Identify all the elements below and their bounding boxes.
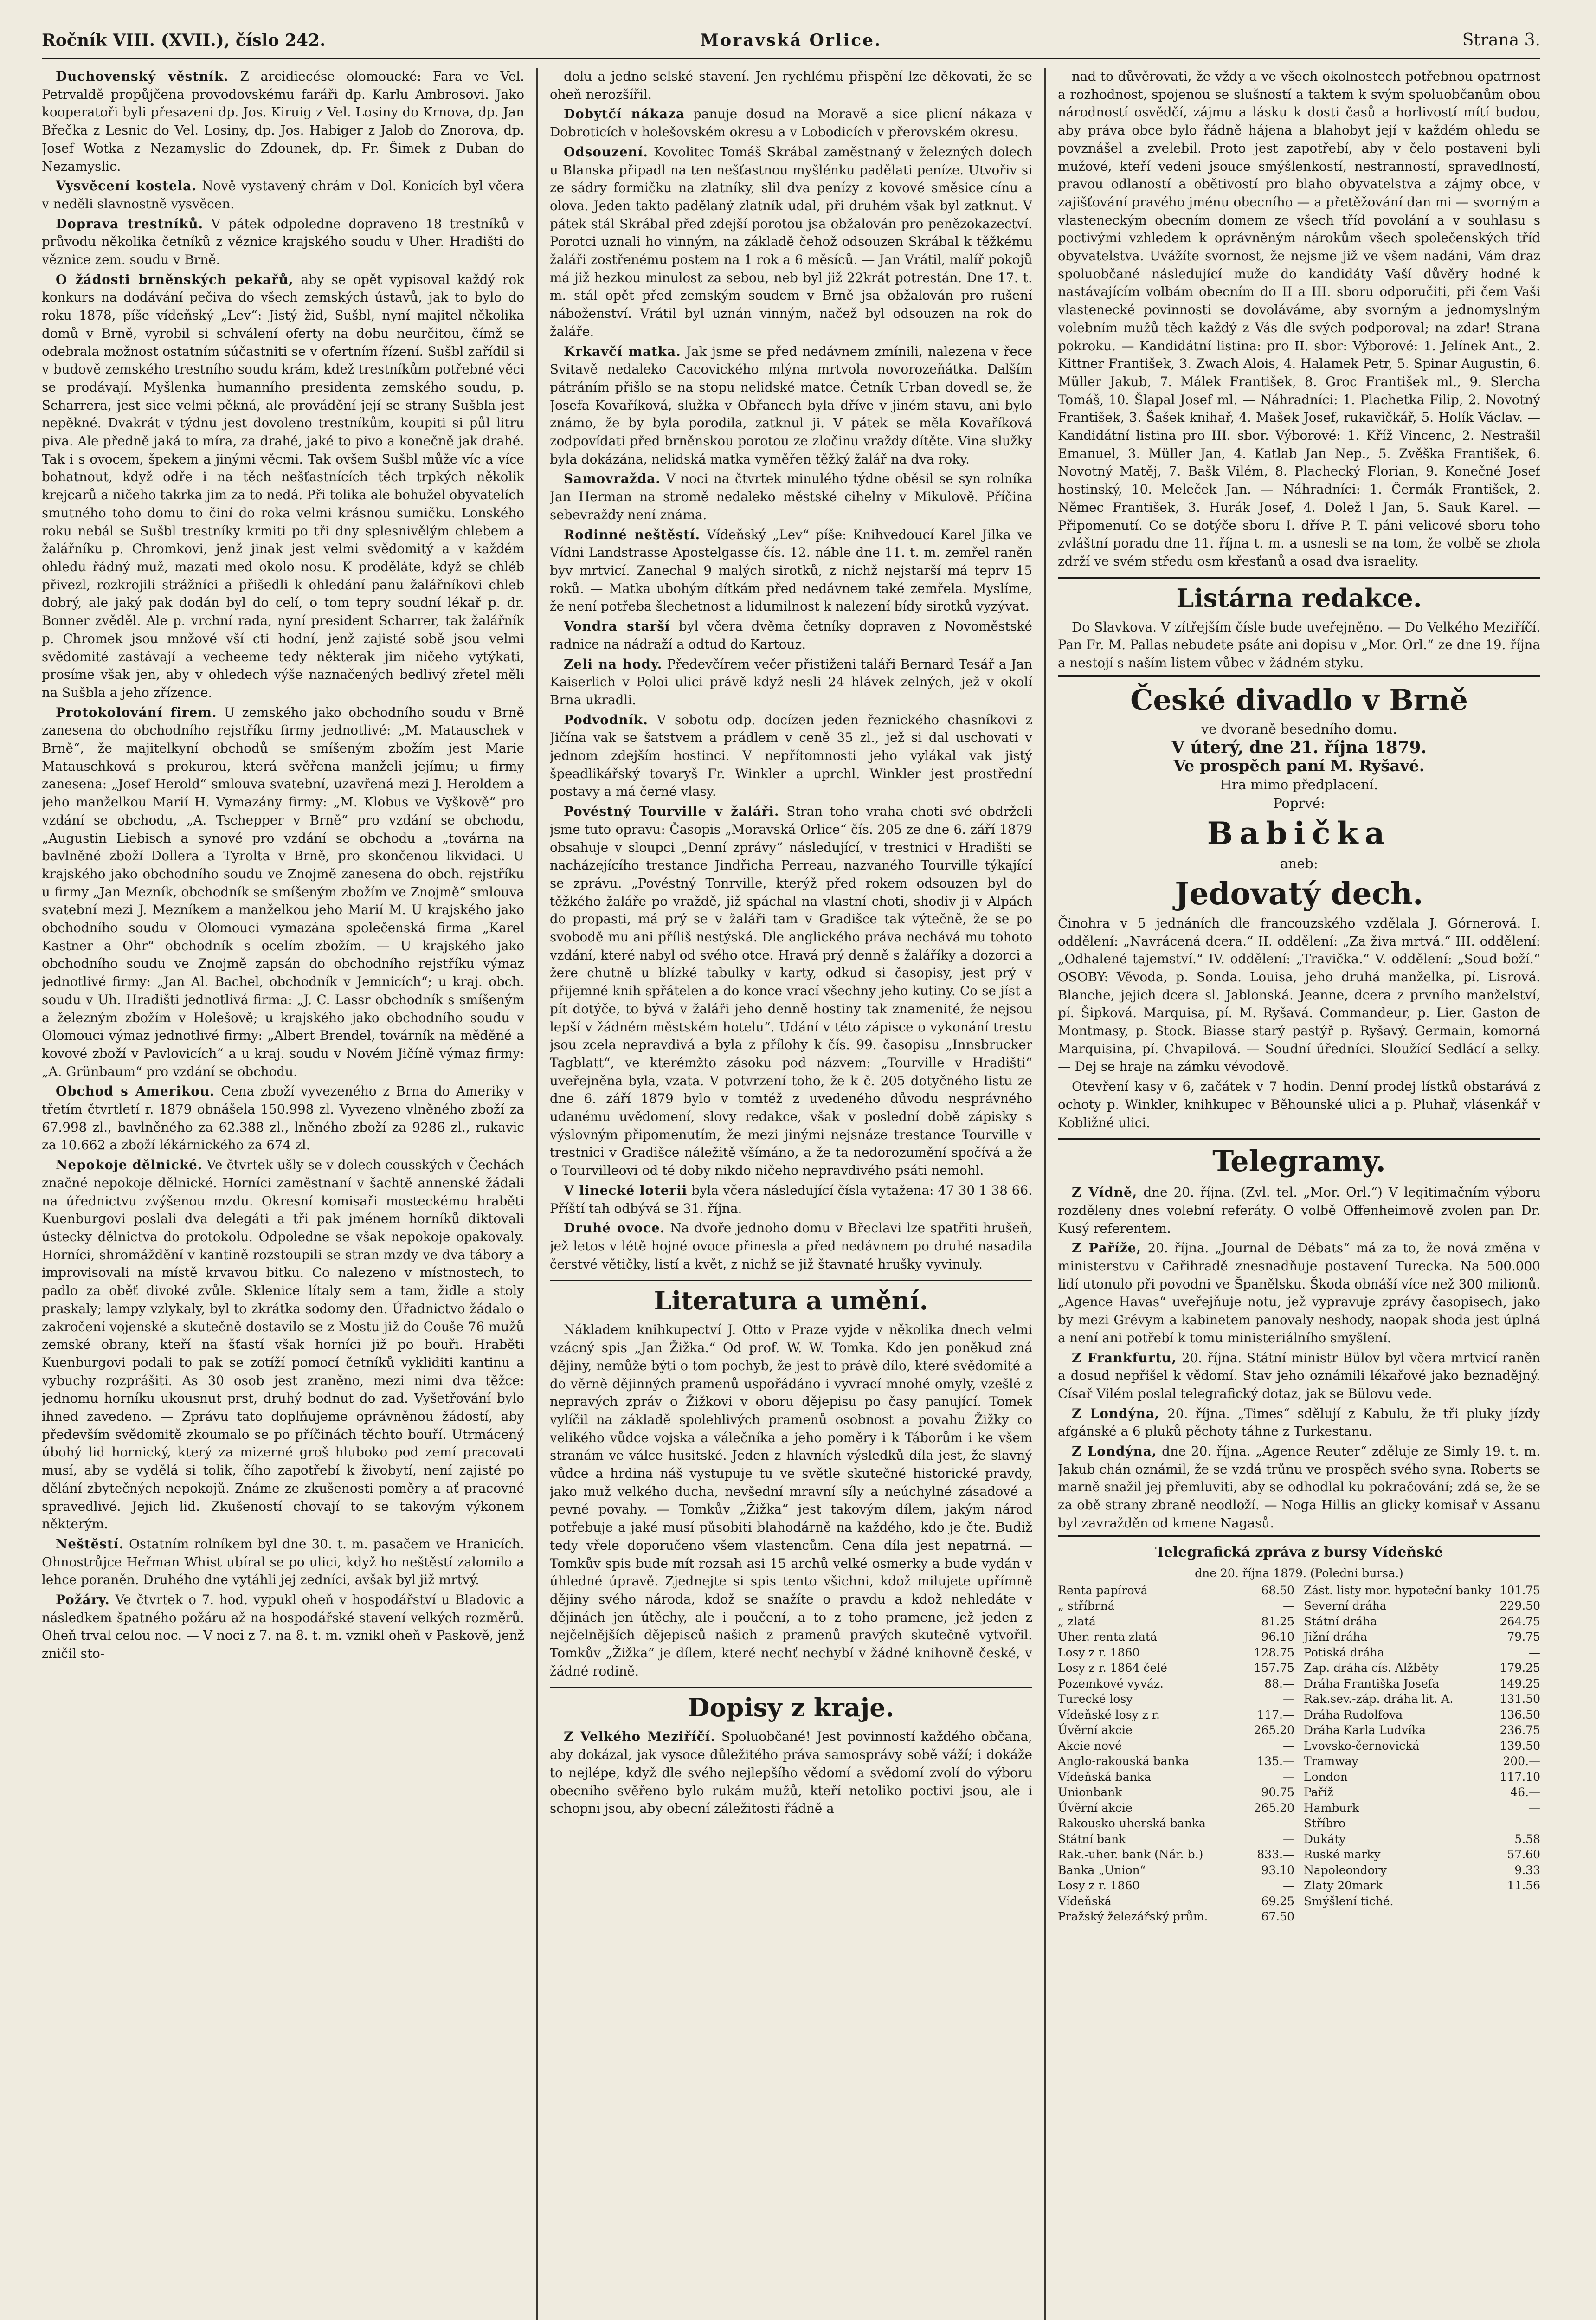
bourse-item: Paříž xyxy=(1304,1785,1333,1799)
theatre-info: Otevření kasy v 6, začátek v 7 hodin. Denní prodej lístků obstarává z ochoty p. Winkler, knihkupec v Běhounské ulici a p. Pluhař, vlásenkář v Kobližné ulici. xyxy=(1058,1079,1540,1130)
bourse-item: Zást. listy mor. hypoteční banky xyxy=(1304,1583,1492,1597)
bourse-value: 139.50 xyxy=(1499,1739,1540,1753)
bourse-item: Dukáty xyxy=(1304,1832,1346,1846)
article-heading: Podvodník. xyxy=(564,712,648,728)
bourse-item: Lvovsko-černovická xyxy=(1304,1739,1420,1753)
article xyxy=(42,177,524,213)
telegram xyxy=(1058,1443,1540,1533)
article-heading: Požáry. xyxy=(56,1592,110,1608)
telegrams-title: Telegramy. xyxy=(1058,1138,1540,1178)
bourse-item: Dráha Karla Ludvíka xyxy=(1304,1723,1426,1737)
bourse-row xyxy=(1304,1645,1540,1661)
article-text: U zemského jako obchodního soudu v Brně zanesena do obchodního rejstříku firmy jednotlivé: „M. Matauschek v Brně“, že majitelkyní obchodů se smíšeným zbožím jest Marie Matauschková s prokurou, která svěřena manželi jejímu; u firmy zanesena: „Josef Herold“ smlouva svatební, uzavřená mezi J. Heroldem a jeho manželkou Marií H. Vymazány firmy: „M. Klobus ve Vyškově“ pro vzdání se obchodu, „A. Tschepper v Brně“ pro vzdání se obchodu, „Augustin Liebisch a synové pro vzdání se obchodu a „továrna na bavlněné zboží Dollera a Tyrolta v Brně, pro skončenou likvidaci. U krajského jako obchodního soudu ve Znojmě zanesena do obch. rejstříku u firmy „Jan Mezník, obchodník se smíšeným zbožím ve Znojmě“ smlouva svatební mezi J. Mezníkem a manželkou jeho Marií M. U krajského jako obchodního soudu v Olomouci vymazána společenská firma „Karel Kastner a Ohr“ obchodník s ocelím zbožím. — U krajského jako obchodního soudu ve Znojmě zapsán do obchodního rejstříku výmaz jednotlivé firmy: „Jan Al. Bachel, obchodník v Jemnicích“; u kraj. obch. soudu v Uh. Hradišti jednotlivá firma: „J. C. Lassr obchodník s smíšeným a železným zbožím v Holešově; u krajského jako obchodního soudu v Olomouci výmaz jednotlivé firmy: „Albert Brendel, továrník na měděné a kovové zboží v Pavlovicích“ a u kraj. soudu v Novém Jičíně výmaz firmy: „A. Grünbaum“ pro vzdání se obchodu. xyxy=(42,704,524,1079)
bourse-item: Jižní dráha xyxy=(1304,1630,1368,1644)
bourse-row xyxy=(1058,1660,1294,1676)
bourse-item: Dráha Františka Josefa xyxy=(1304,1676,1439,1690)
bourse-value: 833.— xyxy=(1257,1848,1294,1862)
bourse-row xyxy=(1304,1800,1540,1816)
article-heading: Krkavčí matka. xyxy=(564,343,681,359)
bourse-value: 229.50 xyxy=(1499,1599,1540,1613)
article-heading: Vysvěcení kostela. xyxy=(56,178,197,194)
article-heading: Doprava trestníků. xyxy=(56,216,204,232)
bourse-table xyxy=(1058,1583,1540,1925)
article-text: Do Slavkova. V zítřejším čísle bude uveřejněno. — Do Velkého Meziříčí. Pan Fr. M. Pallas nebudete psáte ani dopisu v „Mor. Orl.“ ze dne 19. října a nestojí s naším listem vůbec v žádném styku. xyxy=(1058,619,1540,671)
bourse-row xyxy=(1304,1785,1540,1800)
masthead xyxy=(42,28,1540,59)
article-text: byl včera dvěma četníky dopraven z Novoměstské radnice na nádraží a odtud do Kartouz. xyxy=(550,619,1032,652)
column-3-articles xyxy=(1058,68,1540,672)
bourse-item: Potiská dráha xyxy=(1304,1645,1384,1659)
article-heading: Druhé ovoce. xyxy=(564,1220,665,1236)
bourse-item: Turecké losy xyxy=(1058,1692,1133,1706)
bourse-item: Dráha Rudolfova xyxy=(1304,1708,1403,1721)
article xyxy=(550,1728,1032,1818)
article xyxy=(42,271,524,702)
bourse-item: Vídeňská xyxy=(1058,1894,1112,1908)
article-heading: O žádosti brněnských pekařů, xyxy=(56,271,294,287)
bourse-item: Losy z r. 1860 xyxy=(1058,1645,1140,1659)
bourse-row xyxy=(1304,1583,1540,1598)
bourse-row xyxy=(1058,1816,1294,1831)
article xyxy=(42,704,524,1081)
bourse-item: Losy z r. 1860 xyxy=(1058,1879,1140,1893)
telegram-place: Z Paříže, xyxy=(1072,1240,1142,1256)
bourse-item: Akcie nové xyxy=(1058,1739,1122,1753)
article xyxy=(42,1535,524,1589)
bourse-value: 90.75 xyxy=(1261,1785,1294,1799)
bourse-value: 68.50 xyxy=(1261,1583,1294,1597)
theatre-title: České divadlo v Brně xyxy=(1130,683,1468,717)
column-rule xyxy=(1044,68,1046,2320)
article-text: Předevčírem večer přistiženi taláři Bernard Tesář a Jan Kaiserlich v Poloi ulici právě když nesli 24 hlávek zelných, jež v okolí Brna ukradli. xyxy=(550,656,1032,708)
article-heading: Obchod s Amerikou. xyxy=(56,1083,215,1099)
article xyxy=(550,343,1032,469)
bourse-row xyxy=(1304,1660,1540,1676)
article-text: Nákladem knihkupectví J. Otto v Praze vyjde v několika dnech velmi vzácný spis „Jan Žižka.“ Od prof. W. W. Tomka. Kdo jen poněkud zná dějiny, nemůže býti o tom pochyb, že jest to právě dílo, které svědomité a do věrně dějinných pramenů uspořádáno i vyvrací mnohé omyly, vzešlé z nepravých zpráv o Žižkovi v oboru dějepisu po časy panující. Tomek vylíčil na základě spolehlivých pramenů osobnost a povahu Žižky co velikého vůdce vojska a válečníka a jeho poměry i k Táborům i ke všem stranám ve válce husitské. Jeden z hlavních výsledků díla jest, že slavný vůdce a hrdina náš vystupuje tu ve světle skutečné historické pravdy, jako muž velkého ducha, nevšední mravní síly a neúchylné zásadové a pevné povahy. — Tomkův „Žižka“ jest takovým dílem, jakým národ potřebuje a jaké musí působiti blahodárně na každého, kdo je čte. Budiž tedy vřele doporučeno všem vlastencům. Cena díla jest nepatrná. — Tomkův spis bude mít rozsah asi 15 archů velké osmerky a bude vydán v úhledné úpravě. Zjednejte si spis tento všichni, kdož milujete upřímně dějiny svého národa, kdož se snažíte o pravdu a kdož nehledáte v dějinách jen útěchy, ale i poučení, a to z toho pramene, jež jeden z nejčelnějších dějepisců našich z pramenů pravých skutečně vytvořil. Tomkův „Žižka“ je dílem, které nechť nechybí v žádné knihovně české, v žádné rodině. xyxy=(550,1322,1032,1679)
bourse-item: Vídeňské losy z r. xyxy=(1058,1708,1160,1721)
column-3 xyxy=(1058,68,1540,2320)
bourse-row xyxy=(1058,1753,1294,1769)
article-text: Spoluobčané! Jest povinností každého občana, aby dokázal, jak vysoce důležitého práva samosprávy sobě váží; i dokáže to nejlépe, když dle svého nejlepšího vědomí a svědomí zvolí do výboru obecního svěřeno bylo rukám mužů, kteří netoliko poctivi jsou, ale i schopni jsou, aby obecní záležitosti řádně a xyxy=(550,1729,1032,1817)
bourse-item: „ stříbrná xyxy=(1058,1599,1115,1613)
bourse-item: London xyxy=(1304,1770,1348,1784)
article-text: Vídeňský „Lev“ píše: Knihvedoucí Karel Jilka ve Vídni Landstrasse Apostelgasse čís. 12. náble dne 11. t. m. zemřel raněn byv mrtvicí. Zanechal 9 malých sirotků, z nichž nejstarší má teprv 15 roků. — Matka ubohým dítkám před nedávnem také zemřela. Myslíme, že není potřeba šlechetnost a lidumilnost k nalezení bídy sirotků vyzývat. xyxy=(550,527,1032,614)
bourse-item: Tramway xyxy=(1304,1754,1358,1768)
telegram-list xyxy=(1058,1184,1540,1532)
bourse-subtitle: dne 20. října 1879. (Poledni bursa.) xyxy=(1195,1566,1403,1580)
bourse-item: Banka „Union“ xyxy=(1058,1863,1146,1877)
bourse-value: — xyxy=(1529,1645,1540,1659)
bourse-item: Stříbro xyxy=(1304,1817,1346,1830)
bourse-row xyxy=(1304,1769,1540,1785)
article xyxy=(550,711,1032,801)
bourse-value: 67.50 xyxy=(1261,1910,1294,1924)
article-text: Nově vystavený chrám v Dol. Konicích byl včera v neděli slavnostně vysvěcen. xyxy=(42,178,524,212)
bourse-value: 117.10 xyxy=(1499,1770,1540,1784)
bourse-item: Losy z r. 1864 čelé xyxy=(1058,1661,1167,1675)
article xyxy=(1058,619,1540,672)
bourse-item: Smýšlení tiché. xyxy=(1304,1894,1394,1908)
bourse-value: 5.58 xyxy=(1514,1832,1540,1846)
bourse-row xyxy=(1058,1909,1294,1925)
bourse-value: — xyxy=(1283,1692,1294,1706)
bourse-value: 88.— xyxy=(1264,1676,1294,1690)
bourse-row xyxy=(1304,1847,1540,1862)
bourse-row xyxy=(1058,1629,1294,1645)
article xyxy=(550,618,1032,653)
article-heading: Povéstný Tourville v žaláři. xyxy=(564,804,779,819)
article-heading: Vondra starší xyxy=(564,619,670,634)
telegram-place: Z Londýna, xyxy=(1072,1405,1160,1421)
bourse-item: Úvěrní akcie xyxy=(1058,1723,1133,1737)
column-rule xyxy=(536,68,538,2320)
bourse-item: Státní dráha xyxy=(1304,1614,1377,1628)
bourse-value: 200.— xyxy=(1503,1754,1540,1768)
bourse-row xyxy=(1304,1831,1540,1847)
bourse-row xyxy=(1058,1894,1294,1909)
play-description: Činohra v 5 jednáních dle francouzského vzdělala J. Górnerová. I. oddělení: „Navrácená dcera.“ II. oddělení: „Za živa mrtvá.“ III. oddělení: „Odhalené tajemství.“ IV. oddělení: „Travička.“ V. oddělení: „Soud boží.“ OSOBY: Věvoda, p. Sonda. Louisa, jeho druhá manželka, pí. Lisrová. Blanche, jejich dcera sl. Jablonská. Jeanne, dcera z prvního manželství, pí. Šipková. Marquisa, pí. M. Ryšavá. Commandeur, p. Lier. Gaston de Montmasy, p. Stock. Biasse starý pastýř p. Ryšavý. Germain, komorná Marquisina, pí. Chvapilová. — Soudní úředníci. Sloužící Sedlácí a selky. — Dej se hraje na zámku vévodově. xyxy=(1058,915,1540,1075)
telegram-text: 20. října. „Journal de Débats“ má za to, že nová změna v ministerstvu v Cařihradě znesnadňuje postavení Turecka. Na 500.000 lidí utonulo při povodni ve Španělsku. Škoda obnáší více než 300 milionů. „Agence Havas“ uveřejňuje notu, jež vypravuje zprávy časopisech, jako by mezi Grévym a kabinetem panovaly neshody, naopak shoda jest úplná a není ani potřebí k tomu ministeriálního smyšlení. xyxy=(1058,1240,1540,1346)
bourse-value: — xyxy=(1283,1879,1294,1893)
bourse-row xyxy=(1304,1722,1540,1738)
bourse-item: Vídeňská banka xyxy=(1058,1770,1151,1784)
article xyxy=(42,1156,524,1534)
article-text: Ve čtvrtek o 7. hod. vypukl oheň v hospodářství u Bladovic a následkem špatného požáru až na hospodářské stavení velkých rozměrů. Oheň trval celou noc. — V noci z 7. na 8. t. m. vznikl oheň v Paskově, jenž zničil sto- xyxy=(42,1592,524,1662)
bourse-item: Státní bank xyxy=(1058,1832,1126,1846)
theatre-or: aneb: xyxy=(1280,855,1318,871)
article-text: nad to důvěrovati, že vždy a ve všech okolnostech potřebnou opatrnost a rozhodnost, spojenou se slušností a taktem k svým spoluobčanům obou národností osvědčí, zájmu a lásku k dosti časů a horlivostí mítí budou, aby práva obce bylo řádně hájena a blahobyt její v každém ohledu se povznášel a zvelebil. Proto jest zapotřebí, aby v čelo postaveni byli mužové, kteří vedeni jsouce smýšlenkostí, nestranností, spravedlností, pravou odlaností a obětivostí pro blaho obyvatelstva a zájmy obce, v zajišťování pravého jménu obecního — a přetěžování dan mi — svorným a vlasteneckým obecním domem ze všech tříd povolání a v souhlasu s poctivými vzhledem k oprávněným nárokům všech společenských tříd obyvatelstva. Uvážíte svornost, že nejsme již ve všem nadáni, Vám draz spoluobčané následující muže do kandidáty Vaší důvěry hodné k nastávajícím volbám obecním do II a III. sboru odporučiti, při čem Vaši vlastenecké povinnosti se dovoláváme, aby svorným a jednomyslným volebním mužů těch každý z Vás dle svých podporoval; na zdar! Strana pokroku. — Kandidátní listina: pro II. sbor: Výborové: 1. Jelínek Ant., 2. Kittner František, 3. Zwach Alois, 4. Halamek Petr, 5. Spinar Augustin, 6. Müller Jakub, 7. Málek František, 8. Groc František ml., 9. Slercha Tomáš, 10. Šlapal Josef ml. — Náhradníci: 1. Plachetka Filip, 2. Novotný František, 3. Šašek knihař, 4. Mašek Josef, rukavičkář, 5. Holík Václav. — Kandidátní listina pro III. sbor. Výborové: 1. Kříž Vincenc, 2. Nestrašil Emanuel, 3. Müller Jan, 4. Katlab Jan Nep., 5. Zvěška František, 6. Novotný Matěj, 7. Bašk Vilém, 8. Plachecký Florian, 9. Konečné Josef hostinský, 10. Meleček Jan. — Náhradníci: 1. Čermák František, 2. Němec František, 3. Hurák Josef, 4. Dolež l Jan, 5. Sauk Karel. — Připomenutí. Co se dotýče sboru I. dříve P. T. páni velicové sboru toho zvláštní poradu dne 11. října t. m. a usnesli se na tom, že volbě se zhola zdrží ve svém středu osm křesťanů a osad dva israelity. xyxy=(1058,69,1540,569)
play-title-1: Babička xyxy=(1207,815,1391,851)
bourse-row xyxy=(1058,1878,1294,1894)
bourse-value: 9.33 xyxy=(1514,1863,1540,1877)
article xyxy=(550,656,1032,709)
article-heading: Rodinné neštěstí. xyxy=(564,527,701,542)
bourse-row xyxy=(1058,1847,1294,1862)
bourse-value: 46.— xyxy=(1510,1785,1540,1799)
article-heading: Zeli na hody. xyxy=(564,656,663,672)
bourse-value: — xyxy=(1283,1817,1294,1830)
theatre-announcement xyxy=(1058,675,1540,1132)
bourse-row xyxy=(1058,1769,1294,1785)
bourse-title: Telegrafická zpráva z bursy Vídeňské xyxy=(1155,1544,1443,1560)
bourse-value: 265.20 xyxy=(1254,1801,1294,1815)
bourse-value: 236.75 xyxy=(1499,1723,1540,1737)
article-heading: Duchovenský věstník. xyxy=(56,69,229,84)
bourse-value: — xyxy=(1283,1599,1294,1613)
bourse-item: Unionbank xyxy=(1058,1785,1122,1799)
bourse-row xyxy=(1058,1707,1294,1723)
telegram-text: 20. října. „Times“ sdělují z Kabulu, že tři pluky jízdy afgánské a 6 pluků pěchoty táhne z Turkestanu. xyxy=(1058,1405,1540,1439)
bourse-value: — xyxy=(1283,1832,1294,1846)
bourse-row xyxy=(1304,1738,1540,1754)
bourse-left xyxy=(1058,1583,1294,1925)
section-heading: Listárna redakce. xyxy=(1058,577,1540,613)
article xyxy=(1058,68,1540,571)
bourse-value: 69.25 xyxy=(1261,1894,1294,1908)
bourse-row xyxy=(1058,1598,1294,1614)
article xyxy=(550,803,1032,1180)
bourse-value: 179.25 xyxy=(1499,1661,1540,1675)
bourse-item: Pozemkové vyváz. xyxy=(1058,1676,1164,1690)
telegram xyxy=(1058,1239,1540,1347)
bourse-section xyxy=(1058,1535,1540,1925)
theatre-note: Hra mimo předplacení. xyxy=(1220,776,1378,793)
article-text: Z arcidiecése olomoucké: Fara ve Vel. Petrvaldě propůjčena provodovskému faráři dp. Karlu Ambrosovi. Jako kooperatoři byli přesazeni dp. Jos. Kiruig z Vel. Losiny do Krnova, dp. Jan Břečka z Lesnic do Vel. Losiny, dp. Jos. Habiger z Jalob do Znorova, dp. Josef Wotka z Nezamyslic do Zdounek, dp. Fr. Šimek z Duban do Nezamyslic. xyxy=(42,69,524,174)
bourse-row xyxy=(1304,1676,1540,1692)
page-number: Strana 3. xyxy=(1462,31,1540,50)
theatre-first: Poprvé: xyxy=(1273,795,1325,811)
article xyxy=(42,215,524,269)
bourse-row xyxy=(1304,1816,1540,1831)
bourse-row xyxy=(1304,1691,1540,1707)
bourse-right xyxy=(1304,1583,1540,1925)
article-heading: Samovražda. xyxy=(564,471,661,487)
bourse-item: Rakousko-uherská banka xyxy=(1058,1817,1206,1830)
article-text: dolu a jedno selské stavení. Jen rychlému přispění lze děkovati, že se oheň nerozšířil. xyxy=(550,69,1032,102)
bourse-item: Rak.-uher. bank (Nár. b.) xyxy=(1058,1848,1203,1862)
telegram-text: dne 20. října. (Zvl. tel. „Mor. Orl.“) V legitimačním výboru rozděleny dnes volební referáty. O volbě Offenheimově zvolen pan Dr. Kusý referentem. xyxy=(1058,1185,1540,1236)
bourse-row xyxy=(1058,1862,1294,1878)
bourse-item: Pražský železářský prům. xyxy=(1058,1910,1208,1924)
bourse-value: — xyxy=(1529,1801,1540,1815)
bourse-row xyxy=(1058,1800,1294,1816)
play-title-2: Jedovatý dech. xyxy=(1175,875,1423,912)
article xyxy=(42,68,524,175)
bourse-item: Hamburk xyxy=(1304,1801,1359,1815)
article xyxy=(550,470,1032,524)
telegram xyxy=(1058,1405,1540,1441)
article-text: aby se opět vypisoval každý rok konkurs na dodávání pečiva do všech zemských ústavů, jak to bylo do roku 1878, píše vídeňský „Lev“: Jistý žid, Sušbl, nyní majitel několika domů v Brně, vyrobil si schválení oferty na dobu neurčitou, čímž se odebrala možnost ostatním súčastniti se v ofertním řízení. Sušbl zařídil si v budově zemského trestního soudu krám, kdež trestníkům potřebné věci se prodávají. Myšlenka humanního presidenta zemského soudu, p. Scharrera, jest sice velmi pěkná, ale provádění její se strany Sušbla jest nepěkné. Dvakrát v týdnu jest dovoleno trestníkům, koupiti si půl litru piva. Ale předně jaká to míra, za drahé, jaké to pivo a konečně jak drahé. Tak i s ovocem, špekem a jinými věcmi. Tak ovšem Sušbl může víc a více bohatnout, když odře i na těch nešťastnících těch trpkých několik krejcarů a ničeho takrka jim za to nedá. Při tolika ale bohužel obyvatelích smutného toho domu to činí do roka velmi krásnou sumičku. Lonského roku nebál se Sušbl trestníky krmiti po tři dny splesnivělým chlebem a žalářníku p. Chromkovi, jenž jinak jest velmi svědomitý a v každém ohledu řádný muž, mazati med okolo nosu. K proděláte, když se chléb přivezl, rozkrojili strážníci a přišedli k ohledání panu žalářníkovi chleb dobrý, ale jaký pak dodán byl do celí, o tom tepry soudní lékař p. dr. Bonner zvěděl. Ale p. vrchní rada, nyní president Scharrer, tak žalářník p. Chromek jsou mnžové vší cti hodní, jenž zajisté sobě jsou velmi svědomité zastávají a vecheeme tedy některak jim ničeho vytýkati, prosíme však jen, aby v ohledech výše naznačených bedlivý zřetel měli na Sušbla a jeho zřízence. xyxy=(42,271,524,700)
article-heading: Neštěstí. xyxy=(56,1536,124,1552)
bourse-item: Uher. renta zlatá xyxy=(1058,1630,1157,1644)
bourse-value: — xyxy=(1283,1770,1294,1784)
bourse-item: Zap. dráha cís. Alžběty xyxy=(1304,1661,1439,1675)
bourse-value: 57.60 xyxy=(1507,1848,1540,1862)
article-text: V sobotu odp. docízen jeden řeznického chasníkovi z Jičína vak se šatstvem a prádlem v ceně 35 zl., jež si dal uschovati v jednom zdejším hostinci. V nepřítomnosti jeho vylákal vak jistý špeadlikářský tovaryš Fr. Winkler a uprchl. Winkler jest prostřední postavy a má černé vlasy. xyxy=(550,712,1032,799)
newspaper-title: Moravská Orlice. xyxy=(700,31,882,50)
telegram xyxy=(1058,1184,1540,1237)
bourse-value: 135.— xyxy=(1257,1754,1294,1768)
article xyxy=(550,1321,1032,1680)
bourse-row xyxy=(1304,1894,1540,1909)
theatre-benefit: Ve prospěch paní M. Ryšavé. xyxy=(1173,756,1425,775)
bourse-item: Ruské marky xyxy=(1304,1848,1381,1862)
bourse-value: — xyxy=(1283,1739,1294,1753)
article-text: Na dvoře jednoho domu v Břeclavi lze spatřiti hrušeň, jež letos v létě hojné ovoce přinesla a před nedávnem po druhé nasadila čerstvé větičky, listí a květ, z nichž se již štavnaté hrušky vyvinuly. xyxy=(550,1220,1032,1272)
article xyxy=(550,1182,1032,1218)
article xyxy=(42,1083,524,1154)
section-heading: Dopisy z kraje. xyxy=(550,1687,1032,1722)
article-heading: V linecké loterii xyxy=(564,1182,688,1198)
bourse-value: 93.10 xyxy=(1261,1863,1294,1877)
bourse-value: 131.50 xyxy=(1499,1692,1540,1706)
article-heading: Dobytčí nákaza xyxy=(564,106,685,122)
bourse-row xyxy=(1058,1691,1294,1707)
bourse-item: Renta papírová xyxy=(1058,1583,1148,1597)
telegram xyxy=(1058,1349,1540,1403)
bourse-item: Rak.sev.-záp. dráha lit. A. xyxy=(1304,1692,1454,1706)
telegram-place: Z Vídně, xyxy=(1072,1185,1138,1200)
article xyxy=(42,1591,524,1663)
article-text: V noci na čtvrtek minulého týdne oběsil se syn rolníka Jan Herman na stromě nedaleko městské cihelny v Mikulově. Příčina sebevraždy není známa. xyxy=(550,471,1032,522)
bourse-row xyxy=(1304,1862,1540,1878)
bourse-value: 136.50 xyxy=(1499,1708,1540,1721)
bourse-row xyxy=(1058,1831,1294,1847)
article xyxy=(550,68,1032,103)
bourse-row xyxy=(1058,1738,1294,1754)
telegrams-section xyxy=(1058,1138,1540,1532)
bourse-value: 128.75 xyxy=(1254,1645,1294,1659)
bourse-row xyxy=(1304,1614,1540,1630)
article-heading: Z Velkého Meziříčí. xyxy=(564,1729,715,1745)
article xyxy=(550,143,1032,341)
section-heading: Literatura a umění. xyxy=(550,1280,1032,1315)
bourse-value: 81.25 xyxy=(1261,1614,1294,1628)
bourse-value: 157.75 xyxy=(1254,1661,1294,1675)
newspaper-page xyxy=(42,28,1540,2320)
bourse-value: 101.75 xyxy=(1499,1583,1540,1597)
bourse-row xyxy=(1058,1676,1294,1692)
telegram-place: Z Londýna, xyxy=(1072,1444,1157,1459)
article-text: Ostatním rolníkem byl dne 30. t. m. pasačem ve Hranicích. Ohnostrůjce Heřman Whist ubíral se po ulici, když ho neštěstí zalomilo a lehce poraněn. Druhého dne vytáhli jej zedníci, avšak byl již mrtvý. xyxy=(42,1536,524,1588)
bourse-row xyxy=(1058,1645,1294,1661)
column-1 xyxy=(42,68,524,2320)
bourse-row xyxy=(1058,1583,1294,1598)
bourse-value: — xyxy=(1529,1817,1540,1830)
bourse-item: Úvěrní akcie xyxy=(1058,1801,1133,1815)
article-text: Kovolitec Tomáš Skrábal zaměstnaný v železných dolech u Blanska připadl na ten nešťastnou myšlénku padělati peníze. Utvořiv si ze sádry formičku na zlatníky, slil dva penízy z kovové směsice cínu a olova. Jeden takto padělaný zlatník udal, při druhém však byl zatknut. V pátek stál Skrábal před zdejší porotou jsa obžalován pro penězokazectví. Porotci uznali ho vinným, na základě čehož odsouzen Skrábal k těžkému žaláři zostřenému postem na 1 rok a 6 měsíců. — Jan Vrátil, malíř pokojů má již hezkou minulost za sebou, neb byl již 22krát potrestán. Dne 17. t. m. stál opět před zemským soudem v Brně jsa obžalován pro rušení náboženství. Vrátil byl uznán vinným, načež byl odsouzen na rok do žaláře. xyxy=(550,144,1032,339)
article-heading: Odsouzení. xyxy=(564,144,648,160)
bourse-row xyxy=(1058,1614,1294,1630)
telegram-place: Z Frankfurtu, xyxy=(1072,1350,1177,1366)
bourse-item: Anglo-rakouská banka xyxy=(1058,1754,1189,1768)
bourse-item: Zlaty 20mark xyxy=(1304,1879,1383,1893)
telegram-text: 20. října. Státní ministr Bülov byl včera mrtvicí raněn a dosud nepřišel k vědomí. Stav jeho oznámili lékařové jako beznadějný. Císař Vilém poslal telegrafický dotaz, jak se Bülovu vede. xyxy=(1058,1350,1540,1401)
bourse-value: 11.56 xyxy=(1507,1879,1540,1893)
bourse-value: 96.10 xyxy=(1261,1630,1294,1644)
bourse-row xyxy=(1304,1878,1540,1894)
article xyxy=(550,105,1032,141)
bourse-row xyxy=(1304,1598,1540,1614)
bourse-value: 265.20 xyxy=(1254,1723,1294,1737)
article-text: Jak jsme se před nedávnem zmínili, nalezena v řece Svitavě nedaleko Cacovického mlýna mrtvola novorozeňátka. Dalším pátráním přišlo se na stopu nelidské matce. Četník Urban dovedl se, že Josefa Kovaříková, služka v Obřanech byla dříve v jiném stavu, ani bylo známo, že by byla porodila, zatknul ji. V pátek se měla Kovaříková zodpovídati před brněnskou porotou ze zločinu vraždy dítěte. Vina služky byla dokázána, nelidská matka vyměřen těžký žalář na dva roky. xyxy=(550,343,1032,467)
bourse-row xyxy=(1304,1753,1540,1769)
theatre-date: V úterý, dne 21. října 1879. xyxy=(1171,737,1427,757)
bourse-value: 117.— xyxy=(1257,1708,1294,1721)
column-2 xyxy=(550,68,1032,2320)
bourse-value: 149.25 xyxy=(1499,1676,1540,1690)
article-text: V pátek odpoledne dopraveno 18 trestníků v průvodu několika četníků z věznice krajského soudu v Uher. Hradišti do věznice zem. soudu v Brně. xyxy=(42,216,524,268)
article-heading: Protokolování firem. xyxy=(56,704,217,720)
article-text: panuje dosud na Moravě a sice plicní nákaza v Dobroticích v holešovském okresu a v Lobodicích v přerovském okresu. xyxy=(550,106,1032,140)
bourse-row xyxy=(1304,1629,1540,1645)
article xyxy=(550,526,1032,616)
bourse-item: Napoleondory xyxy=(1304,1863,1387,1877)
article-text: byla včera následující čísla vytažena: 47 30 1 38 66. Příští tah odbývá se 31. října. xyxy=(550,1182,1032,1216)
bourse-item: Severní dráha xyxy=(1304,1599,1387,1613)
bourse-item: „ zlatá xyxy=(1058,1614,1096,1628)
bourse-row xyxy=(1058,1722,1294,1738)
article-heading: Nepokoje dělnické. xyxy=(56,1157,203,1173)
article-text: Stran toho vraha choti své obdrželi jsme tuto opravu: Časopis „Moravská Orlice“ čís. 205 ze dne 6. září 1879 obsahuje v sloupci „Denní zprávy“ následující, v trestnici v Hradišti se nacházejícího trestance Jindřicha Perreau, nazvaného Tourville týkající se zprávu. „Povéstný Tonrville, kterýž před rokem odsouzen byl do těžkého žaláře po vraždě, již spáchal na vlastní choti, shodiv ji v Alpách do propasti, má prý se v žaláři tam v Gradišce tak výtečně, že se po svobodě mu ani příliš nestýská. Dle anglického práva nechává mu tohoto vzdání, které nabyl od svého otce. Hravá prý denně s žaláříky a dozorci a žere chutně u blízké tabulky v karty, odkud si časopisy, jest prý v přijemné knih spřátelen a do konce vrací všechny jeho kutiny. Co se jíst a pít dotýče, to bývá v žaláři jeho denně hostiny tak znamenité, že nejsou lepší v žádném městském hotelu“. Udání v této zápisce o vykonání trestu jsou zcela nepravdivá a byla z přílohy k čís. 99. časopisu „Innsbrucker Tagblatt“, ve kterémžto zásoku pod názvem: „Tourville v Hradišti“ uveřejněna byla, vzata. V potvrzení toho, že k č. 205 dotyčného listu ze dne 6. září 1879 bylo v tomtéž z uvedeného důvodu nesprávného udanému uvědomení, slovy redakce, však v poslední době zápisky s výslovným připomenutím, že mezi jinými nejsnáze trestance Tourville v trestnici v Gradišce náležitě všímáno, a že ta nedorozumění spočívá a že o Tourvilleovi od té doby nikdo ničeho nepravdivého psáti nemohl. xyxy=(550,804,1032,1179)
article-text: Cena zboží vyvezeného z Brna do Ameriky v třetím čtvrtletí r. 1879 obnášela 150.998 zl. Vyvezeno vlněného zboží za 67.998 zl., bavlněného za 62.388 zl., lněného zboží za 9286 zl., rukavic za 10.662 a zboží lékárnického za 674 zl. xyxy=(42,1083,524,1153)
telegram-text: dne 20. října. „Agence Reuter“ zděluje ze Simly 19. t. m. Jakub chán oznámil, že se vzdá trůnu ve prospěch svého syna. Roberts se marně snažil jej přemluviti, aby se odhodlal ku pokračování; zdá se, že se za obě strany zbraně neodloží. — Noga Hillis an glicky komisař v Assanu byl zavražděn od kmene Nagasů. xyxy=(1058,1444,1540,1531)
bourse-value: 264.75 xyxy=(1499,1614,1540,1628)
article-text: Ve čtvrtek ušly se v dolech cousských v Čechách značné nepokoje dělnické. Horníci zaměstnaní v šachtě annenské žádali na úřednictvu zvýšenou mzdu. Okresní komisaři mosteckému hraběti Kuenburgovi poslali dva delegáti a tři pak jménem horníků diktovali ústecky dělnictva do protokolu. Odpoledne se však nepokoje opakovaly. Horníci, shromáždění v kantině rozstoupili se stran mzdy ve dva tábory a improvisovali na místě krvavou bitku. Co nalezeno v místnostech, to padlo za oběť divoké zvůle. Sklenice lítaly sem a tam, židle a stoly praskaly; lampy vzlykaly, byl to zkrátka sodomy den. Úřadnictvo žádalo o zakročení vojenské a skutečně dostavilo se z Mostu již do Couše 76 mužů zemské obrany, kteří na šťastí však horníci již po bouři. Hraběti Kuenburgovi podali to pak se zotíží pomocí četníků vykliditi kantinu a vybuchy rozprášiti. As 30 osob jest zraněno, mezi nimi dva těžce: jednomu horníku ukousnut prst, druhý bodnut do zad. Vyšetřování bylo ihned zavedeno. — Zprávu tato doplňujeme oprávněnou žádostí, aby především svědomitě zkoumalo se po příčinách těchto bouří. Utrmácený úbohý lid hornický, který za mizerné groš hluboko pod zemí pracovati musí, aby se vydělá si tolik, čího zapotřebí k živobytí, není zajisté po dělání zbytečných nepokojů. Známe ze zkušenosti poměry a ať pracovné spravedlivé. Jejich lid. Zkušeností chovají to se takovým výkonem některým. xyxy=(42,1157,524,1532)
issue-info: Ročník VIII. (XVII.), číslo 242. xyxy=(42,31,326,50)
article xyxy=(550,1219,1032,1273)
bourse-row xyxy=(1304,1707,1540,1723)
bourse-value: 79.75 xyxy=(1507,1630,1540,1644)
theatre-venue: ve dvoraně besedního domu. xyxy=(1201,721,1397,737)
bourse-row xyxy=(1058,1785,1294,1800)
